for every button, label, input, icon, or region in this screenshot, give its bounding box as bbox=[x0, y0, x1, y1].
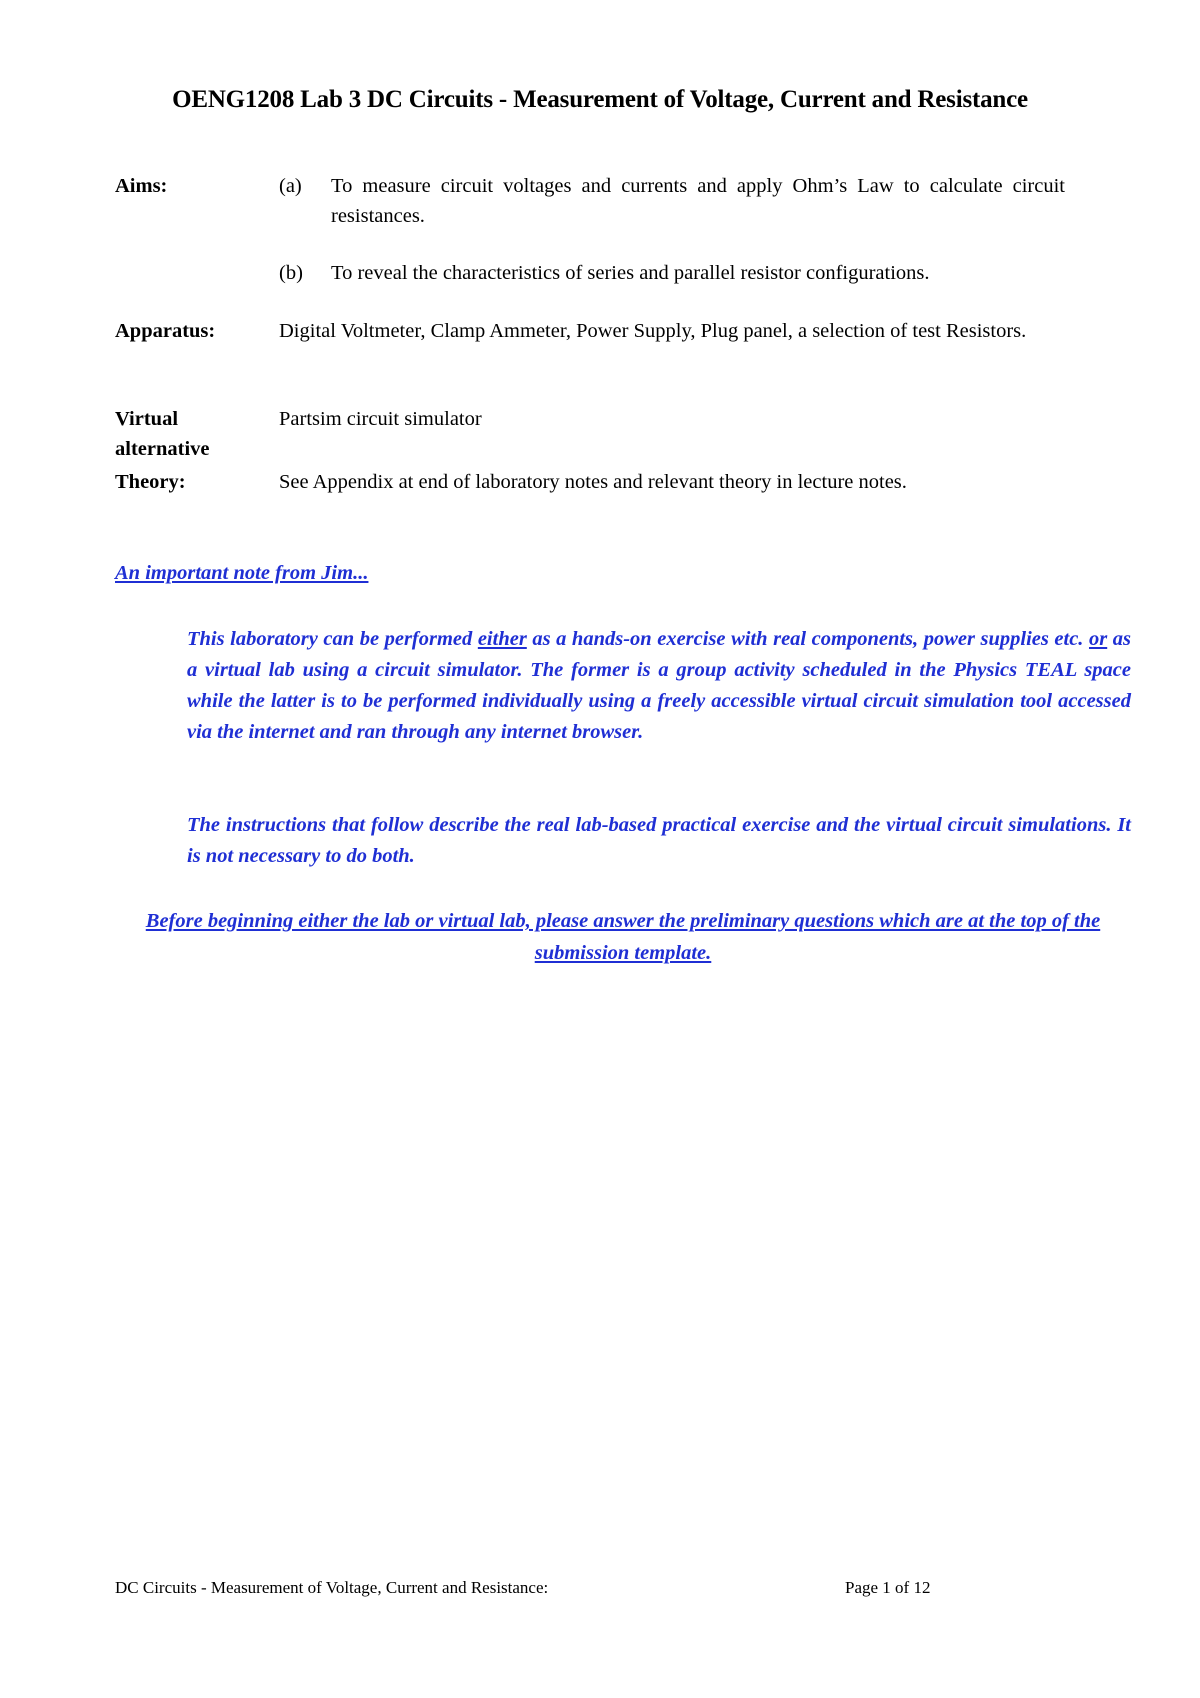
note-paragraph-2: The instructions that follow describe the real lab-based practical exercise and the virtual circuit simulations. It is not necessary to do both. bbox=[187, 814, 1131, 867]
aims-section-b bbox=[115, 258, 1065, 288]
virtual-section bbox=[115, 404, 1065, 468]
document-title: OENG1208 Lab 3 DC Circuits - Measurement of Voltage, Current and Resistance bbox=[172, 86, 1028, 113]
aims-item-b-text: To reveal the characteristics of series and parallel resistor configurations. bbox=[331, 262, 930, 284]
note-para1-part1: This laboratory can be performed bbox=[187, 628, 478, 650]
apparatus-text: Digital Voltmeter, Clamp Ammeter, Power Supply, Plug panel, a selection of test Resistors. bbox=[279, 320, 1027, 342]
virtual-label-line1: Virtual bbox=[115, 408, 179, 430]
aims-item-b bbox=[279, 258, 1065, 288]
footer-page-number: Page 1 of 12 bbox=[845, 1578, 931, 1597]
note-para1-either: either bbox=[477, 628, 527, 650]
apparatus-section bbox=[115, 316, 1065, 376]
theory-text: See Appendix at end of laboratory notes and relevant theory in lecture notes. bbox=[279, 471, 907, 493]
theory-section bbox=[115, 467, 1065, 497]
apparatus-label: Apparatus: bbox=[115, 320, 216, 342]
aims-section bbox=[115, 171, 1065, 231]
virtual-label bbox=[115, 404, 265, 464]
note-para1-part3: as a virtual lab using a circuit simulator. The former is a group activity scheduled in the Physics TEAL space while the latter is to be performed individually using a freely accessible virtual circuit simulation tool accessed via the internet and ran through any internet browser. bbox=[187, 628, 1131, 743]
preliminary-questions-note: Before beginning either the lab or virtual lab, please answer the preliminary questions which are at the top of the submission template. bbox=[145, 910, 1101, 964]
aims-item-b-letter: (b) bbox=[279, 262, 303, 284]
footer-title: DC Circuits - Measurement of Voltage, Current and Resistance: bbox=[115, 1578, 549, 1597]
note-paragraph-1 bbox=[187, 624, 1131, 748]
aims-item-a-letter: (a) bbox=[279, 175, 302, 197]
theory-label: Theory: bbox=[115, 471, 186, 493]
note-para1-or: or bbox=[1088, 628, 1108, 650]
virtual-label-line2: alternative bbox=[115, 438, 210, 460]
virtual-text: Partsim circuit simulator bbox=[279, 408, 482, 430]
aims-item-a bbox=[279, 171, 1065, 231]
note-heading: An important note from Jim... bbox=[115, 562, 369, 584]
aims-item-a-text: To measure circuit voltages and currents and apply Ohm’s Law to calculate circuit resistances. bbox=[331, 175, 1065, 227]
aims-label: Aims: bbox=[115, 175, 168, 197]
note-para1-part2: as a hands-on exercise with real components, power supplies etc. bbox=[526, 628, 1089, 650]
